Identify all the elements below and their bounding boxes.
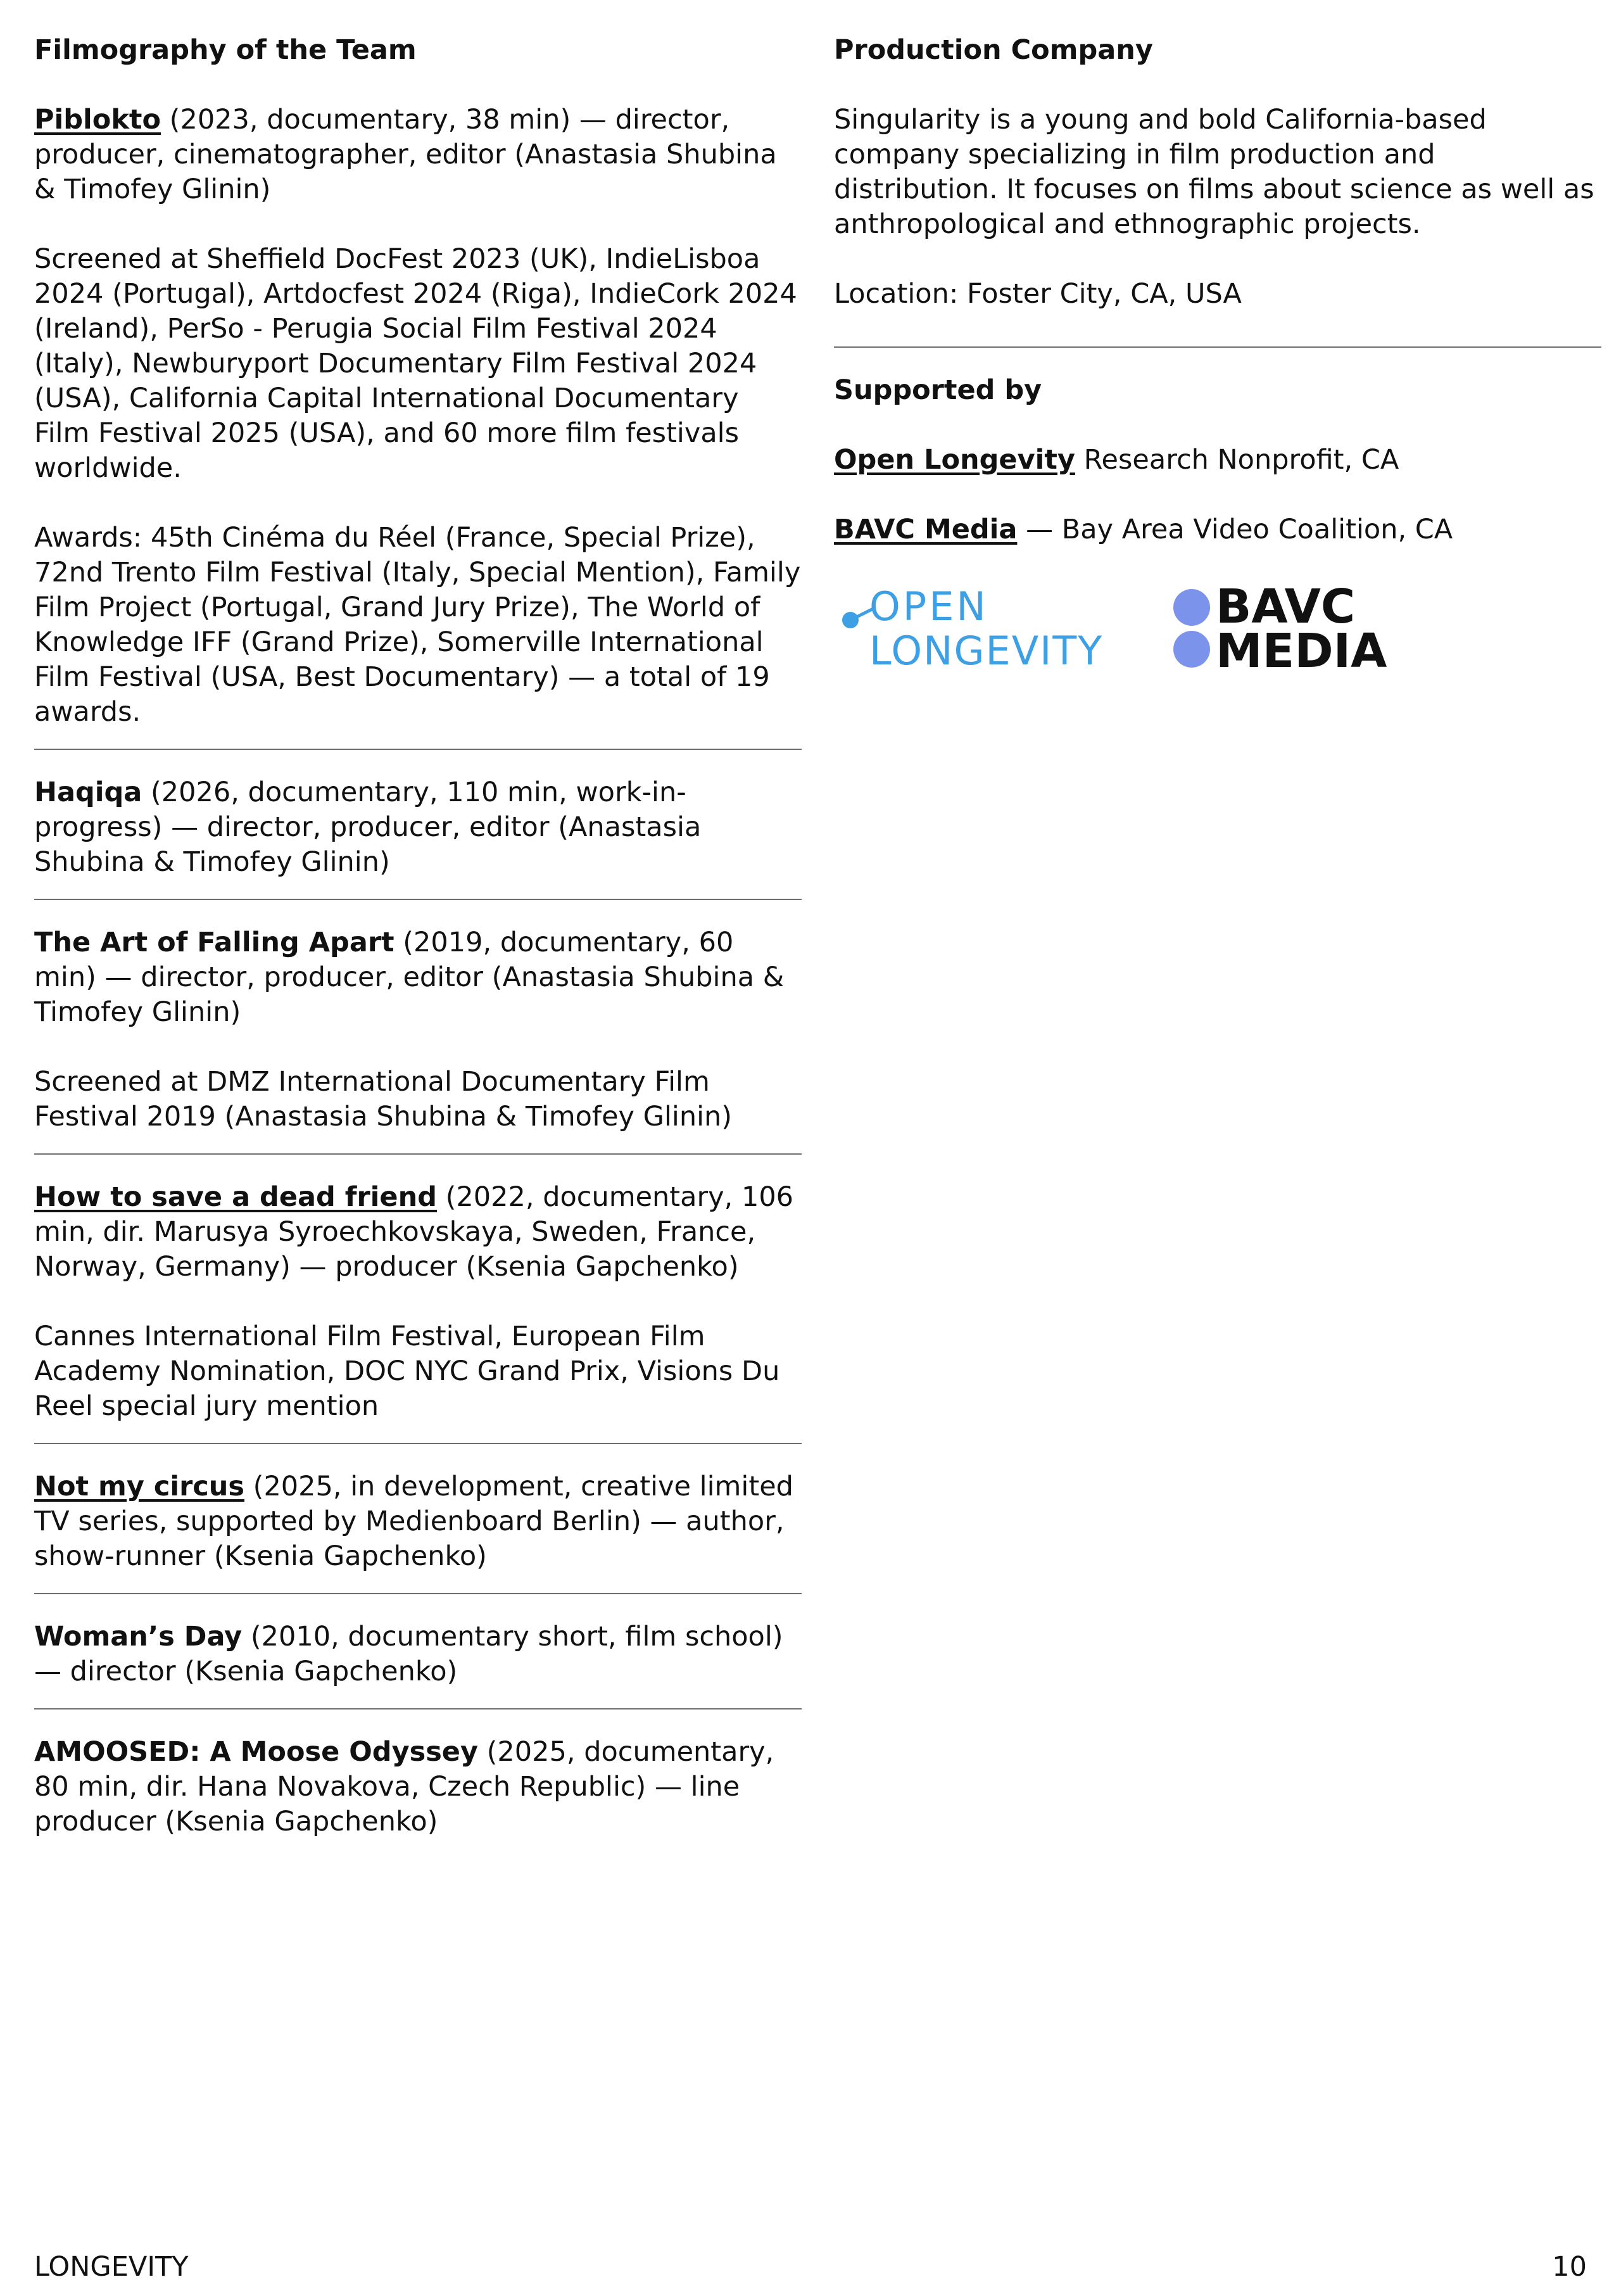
logo-text-open: OPEN: [869, 583, 988, 630]
film-entry-summary: [34, 103, 802, 207]
footer-label: LONGEVITY: [34, 2251, 189, 2283]
film-entry-summary: [34, 1469, 802, 1574]
company-location: Location: Foster City, CA, USA: [834, 278, 1242, 310]
filmography-heading: Filmography of the Team: [34, 34, 417, 66]
film-entry-womans-day: [34, 1620, 802, 1709]
film-details: (2022, documentary, 106 min, dir. Marusya Syroechkovskaya, Sweden, France, Norway, Germany) — producer (Ksenia Gapchenko): [34, 1181, 794, 1283]
supporter-link[interactable]: BAVC Media: [834, 514, 1018, 545]
film-awards: Awards: 45th Cinéma du Réel (France, Special Prize), 72nd Trento Film Festival (Italy, Special Mention), Family Film Project (Portugal, Grand Jury Prize), The World of Knowledge IFF (Grand Prize), Somerville International Film Festival (USA, Best Documentary) — a total of 19 awards.: [34, 522, 801, 728]
bavc-media-logo: [1173, 582, 1401, 677]
film-entry-not-my-circus: [34, 1469, 802, 1594]
film-festivals: Cannes International Film Festival, European Film Academy Nomination, DOC NYC Grand Prix, Visions Du Reel special jury mention: [34, 1321, 780, 1422]
film-entry-summary: [34, 1735, 802, 1839]
logo-text-longevity: LONGEVITY: [869, 628, 1104, 674]
page-number: 10: [1552, 2251, 1587, 2283]
company-description: Singularity is a young and bold California-based company specializing in film production and distribution. It focuses on films about science as well as anthropological and ethnographic projects.: [834, 104, 1594, 240]
logo-dot-bottom: [1173, 631, 1210, 668]
film-details: (2023, documentary, 38 min) — director, producer, cinematographer, editor (Anastasia Shubina & Timofey Glinin): [34, 104, 777, 205]
supported-heading: Supported by: [834, 374, 1042, 406]
film-screenings: Screened at DMZ International Documentary Film Festival 2019 (Anastasia Shubina & Timofey Glinin): [34, 1066, 733, 1132]
film-entry-haqiqa: [34, 775, 802, 900]
film-title: Haqiqa: [34, 777, 142, 808]
film-entry-how-to-save-a-dead-friend: [34, 1180, 802, 1444]
film-details: (2025, documentary, 80 min, dir. Hana Novakova, Czech Republic) — line producer (Ksenia Gapchenko): [34, 1736, 774, 1837]
logo-text-media: MEDIA: [1216, 624, 1387, 677]
open-longevity-logo-mark: [834, 582, 1132, 677]
supporter-details: Research Nonprofit, CA: [1075, 444, 1399, 476]
film-title-link[interactable]: Not my circus: [34, 1471, 244, 1502]
bavc-media-logo-mark: [1173, 582, 1401, 677]
film-details: (2019, documentary, 60 min) — director, producer, editor (Anastasia Shubina & Timofey Glinin): [34, 927, 785, 1028]
supporter-link[interactable]: Open Longevity: [834, 444, 1075, 476]
film-title: Woman’s Day: [34, 1621, 243, 1652]
sponsor-logos: [834, 582, 1601, 677]
film-details: (2010, documentary short, film school) — director (Ksenia Gapchenko): [34, 1621, 783, 1687]
film-details: (2025, in development, creative limited TV series, supported by Medienboard Berlin) — author, show-runner (Ksenia Gapchenko): [34, 1471, 793, 1572]
film-entry-summary: [34, 775, 802, 880]
film-entry-amoosed: [34, 1735, 802, 1839]
film-details: (2026, documentary, 110 min, work-in-progress) — director, producer, editor (Anastasia Shubina & Timofey Glinin): [34, 777, 702, 878]
film-entry-summary: [34, 1620, 802, 1689]
production-column: [834, 33, 1601, 677]
supporter-bavc-media: [834, 512, 1601, 547]
logo-dot-top: [1173, 589, 1210, 626]
film-title-link[interactable]: Piblokto: [34, 104, 161, 136]
film-entry-summary: [34, 1180, 802, 1284]
film-screenings: Screened at Sheffield DocFest 2023 (UK), IndieLisboa 2024 (Portugal), Artdocfest 2024 (Riga), IndieCork 2024 (Ireland), PerSo - Perugia Social Film Festival 2024 (Italy), Newburyport Documentary Film Festival 2024 (USA), California Capital International Documentary Film Festival 2025 (USA), and 60 more film festivals worldwide.: [34, 243, 797, 484]
logo-text-bavc: BAVC: [1216, 582, 1356, 634]
production-heading: Production Company: [834, 34, 1153, 66]
film-entry-summary: [34, 925, 802, 1030]
supporter-details: — Bay Area Video Coalition, CA: [1017, 514, 1453, 545]
film-title: The Art of Falling Apart: [34, 927, 394, 958]
section-divider: [834, 346, 1601, 348]
filmography-column: [34, 33, 802, 1865]
open-longevity-logo: [834, 582, 1132, 677]
film-title: AMOOSED: A Moose Odyssey: [34, 1736, 478, 1768]
film-entry-piblokto: [34, 103, 802, 750]
film-title-link[interactable]: How to save a dead friend: [34, 1181, 437, 1213]
film-entry-art-of-falling-apart: [34, 925, 802, 1155]
supporter-open-longevity: [834, 443, 1601, 478]
